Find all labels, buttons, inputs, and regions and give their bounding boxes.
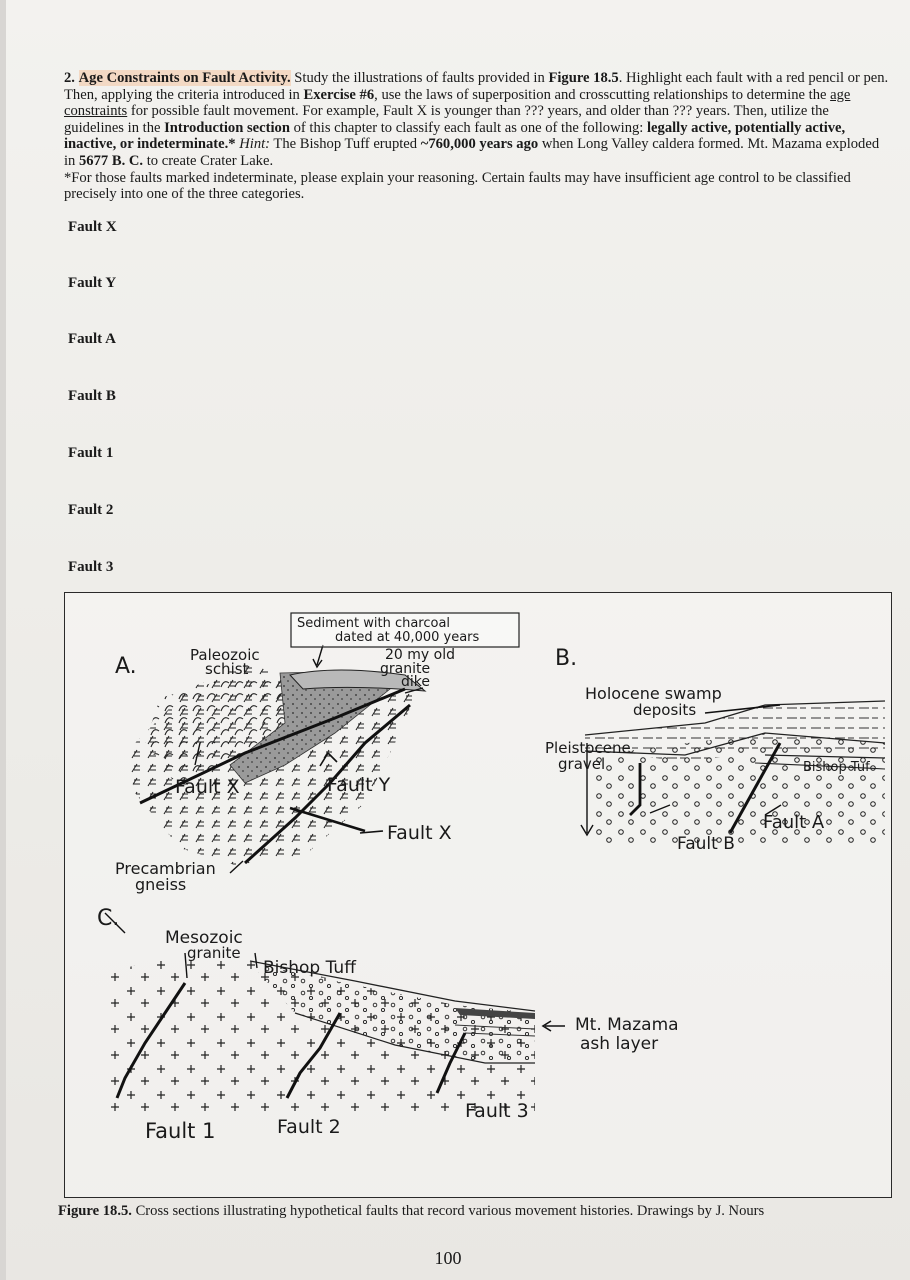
page-number: 100 [434, 1248, 462, 1268]
question-text: Study the illustrations of faults provided in [290, 70, 549, 86]
hint-text: The Bishop Tuff erupted [270, 136, 421, 153]
bishop-tuff-c-label: Bishop Tuff [263, 958, 356, 978]
sediment-label-line1: Sediment with charcoal [297, 616, 451, 631]
fault-2-figure-label: Fault 2 [277, 1116, 341, 1138]
underlined-text: age constraints [64, 86, 851, 120]
question-2 [64, 70, 892, 203]
mazama-date: 5677 B. C. [79, 152, 144, 169]
granite-c-label-line2: granite [187, 944, 241, 962]
hint-text: to create Crater Lake. [143, 152, 274, 169]
bishop-tuff-b-label: Bishop Tuf [803, 760, 870, 775]
panel-a [125, 645, 425, 873]
caption-text: Cross sections illustrating hypothetical faults that record various movement histories. Drawings by J. Nours [131, 1203, 765, 1219]
gneiss-label-line2: gneiss [135, 875, 187, 894]
fault-b-figure-label: Fault B [677, 834, 735, 854]
hint-text: when Long Valley caldera formed. Mt. Mazama exploded in [64, 136, 880, 169]
fault-x-right-label: Fault X [387, 822, 452, 844]
schist-label-line1: Paleozoic [190, 646, 260, 664]
fault-x-left-label: Fault X [175, 776, 240, 798]
mazama-label-line2: ash layer [580, 1034, 659, 1054]
question-paragraph [64, 70, 892, 170]
question-text: for possible fault movement. For example, Fault X is younger than ??? years, and older than ??? years. Then, utilize the guidelines in the [64, 103, 829, 136]
gneiss-label-line1: Precambrian [115, 859, 216, 878]
classification-categories: legally active, potentially active, inactive, or indeterminate.* [64, 119, 846, 153]
hint-label: Hint: [235, 136, 271, 153]
panel-c-letter: C. [97, 906, 120, 931]
fault-1-label: Fault 1 [68, 445, 114, 461]
sediment-label-line2: dated at 40,000 years [335, 630, 480, 645]
granite-c-label-line1: Mesozoic [165, 928, 243, 948]
fault-a-figure-label: Fault A [763, 812, 825, 833]
footnote: *For those faults marked indeterminate, please explain your reasoning. Certain faults may have insufficient age control to be classified precisely into one of the three categories. [64, 169, 851, 203]
question-text: , use the laws of superposition and crosscutting relationships to determine the [374, 86, 831, 103]
holocene-label-line1: Holocene swamp [585, 684, 722, 703]
fault-3-figure-label: Fault 3 [465, 1100, 529, 1122]
dike-label-line1: 20 my old [385, 647, 455, 663]
intro-reference: Introduction section [164, 119, 290, 136]
fault-x-label: Fault X [68, 219, 117, 235]
textbook-page [6, 0, 910, 1280]
panel-a-letter: A. [115, 654, 137, 679]
figure-18-5 [64, 592, 892, 1198]
schist-label-line2: schist [205, 660, 249, 678]
fault-b-label: Fault B [68, 388, 116, 404]
figure-reference: Figure 18.5 [548, 70, 619, 86]
panel-b-letter: B. [555, 646, 578, 671]
fault-3-label: Fault 3 [68, 559, 114, 575]
fault-1-figure-label: Fault 1 [145, 1119, 216, 1143]
question-number: 2. [64, 70, 75, 86]
figure-caption [58, 1203, 910, 1220]
caption-label: Figure 18.5. [58, 1203, 132, 1219]
holocene-label-line2: deposits [633, 701, 697, 719]
exercise-reference: Exercise #6 [303, 86, 375, 103]
fault-2-label: Fault 2 [68, 502, 114, 518]
mazama-label-line1: Mt. Mazama [575, 1015, 679, 1035]
fault-cross-sections [65, 593, 891, 1197]
dike-label-line3: dike [401, 674, 430, 690]
fault-a-label: Fault A [68, 331, 116, 347]
question-title: Age Constraints on Fault Activity. [78, 70, 291, 86]
pleistocene-label-line2: gravel [558, 755, 606, 773]
bishop-tuff-age: ~760,000 years ago [420, 136, 539, 153]
fault-y-figure-label: Fault Y [327, 774, 391, 796]
pleistocene-label-line1: Pleistocene [545, 739, 631, 757]
dike-label-line2: granite [380, 661, 431, 677]
question-text: . Highlight each fault with a red pencil or pen. Then, applying the criteria introduced in [64, 70, 889, 103]
question-text: of this chapter to classify each fault as one of the following: [289, 119, 647, 136]
fault-y-label: Fault Y [68, 275, 117, 291]
